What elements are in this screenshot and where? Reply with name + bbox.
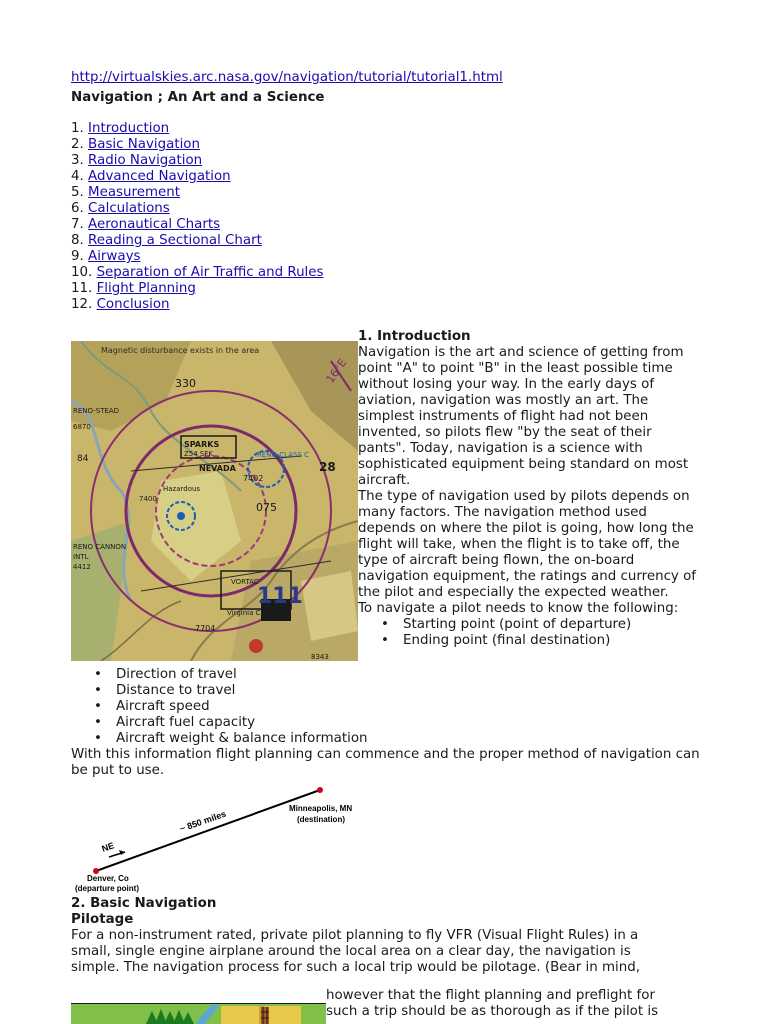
map-label-7400: 7400	[139, 495, 157, 503]
distance-label: ~ 850 miles	[178, 808, 228, 834]
map-label-6870: 6870	[73, 423, 91, 431]
toc-link-advanced-navigation[interactable]: Advanced Navigation	[88, 169, 231, 184]
map-label-nevada: NEVADA	[199, 464, 236, 473]
toc-item: 12. Conclusion	[71, 297, 170, 312]
map-label-28: 28	[319, 460, 336, 474]
toc-link-separation-air-traffic[interactable]: Separation of Air Traffic and Rules	[96, 265, 324, 280]
toc-item: 2. Basic Navigation	[71, 137, 200, 152]
map-label-7402: 7402	[243, 474, 264, 483]
introduction-heading: 1. Introduction	[358, 329, 471, 344]
map-label-16e: 16°E	[323, 356, 350, 386]
map-label-hazardous: Hazardous	[163, 485, 201, 493]
pilotage-illustration-graphic	[71, 1003, 326, 1024]
route-diagram-graphic	[71, 784, 361, 896]
toc-item: 4. Advanced Navigation	[71, 169, 231, 184]
map-label-virginia-city: Virginia City	[227, 609, 270, 617]
toc-item: 8. Reading a Sectional Chart	[71, 233, 262, 248]
origin-note: (departure point)	[75, 884, 139, 893]
introduction-section	[358, 329, 703, 649]
toc-link-flight-planning[interactable]: Flight Planning	[96, 281, 196, 296]
toc-link-radio-navigation[interactable]: Radio Navigation	[88, 153, 203, 168]
basic-navigation-cont-line-1: however that the flight planning and preflight for	[326, 988, 655, 1003]
map-label-vortac: VORTAC	[231, 578, 259, 586]
basic-navigation-heading: 2. Basic Navigation	[71, 896, 217, 911]
source-url-link[interactable]: http://virtualskies.arc.nasa.gov/navigation/tutorial/tutorial1.html	[71, 70, 503, 85]
map-label-075: 075	[256, 501, 277, 514]
map-label-7704: 7704	[195, 624, 216, 633]
introduction-paragraph-3: To navigate a pilot needs to know the following:	[358, 601, 679, 616]
toc-link-conclusion[interactable]: Conclusion	[96, 297, 170, 312]
direction-label: NE	[100, 840, 116, 854]
map-label-8343: 8343	[311, 653, 329, 661]
table-of-contents	[71, 121, 324, 313]
toc-item: 1. Introduction	[71, 121, 170, 136]
route-line	[96, 790, 320, 871]
destination-label: Minneapolis, MN	[289, 804, 353, 813]
toc-link-reading-sectional-chart[interactable]: Reading a Sectional Chart	[88, 233, 262, 248]
introduction-paragraph-1: Navigation is the art and science of getting from point "A" to point "B" in the least possible time without losing your way. In the early days of aviation, navigation was mostly an art. The simplest instruments of flight had not been invented, so pilots flew "by the seat of their pants". Today, navigation is a science with sophisticated equipment being standard on most aircraft.	[358, 345, 689, 488]
origin-label: Denver, Co	[87, 874, 129, 883]
basic-navigation-line-3: simple. The navigation process for such a local trip would be pilotage. (Bear in mind,	[71, 960, 640, 975]
destination-point	[317, 787, 323, 793]
map-label-reno-stead: RENO-STEAD	[73, 407, 120, 415]
map-label-intl: INTL	[73, 553, 89, 561]
flight-planning-sentence: With this information flight planning can commence and the proper method of navigation can be put to use.	[71, 747, 700, 778]
toc-link-basic-navigation[interactable]: Basic Navigation	[88, 137, 200, 152]
toc-item: 9. Airways	[71, 249, 141, 264]
toc-link-measurement[interactable]: Measurement	[88, 185, 180, 200]
source-url-line	[71, 70, 503, 86]
list-item: • Ending point (final destination)	[358, 633, 703, 649]
toc-item: 7. Aeronautical Charts	[71, 217, 221, 232]
introduction-paragraph-2: The type of navigation used by pilots depends on many factors. The navigation method used depends on where the pilot is going, how long the flight will take, when the flight is to take off, the type of aircraft being flown, the on-board navigation equipment, the ratings and currency of the pilot and especially the expected weather.	[358, 489, 697, 600]
basic-navigation-cont-line-2: such a trip should be as thorough as if the pilot is	[326, 1004, 659, 1019]
toc-item: 10. Separation of Air Traffic and Rules	[71, 265, 324, 280]
list-item: • Aircraft weight & balance information	[71, 731, 368, 747]
list-item: • Aircraft fuel capacity	[71, 715, 368, 731]
pilotage-subheading: Pilotage	[71, 912, 134, 927]
map-label-reno-class-c: RENO CLASS C	[257, 451, 309, 459]
toc-item: 5. Measurement	[71, 185, 180, 200]
map-label-4412: 4412	[73, 563, 91, 571]
map-label-magnetic: Magnetic disturbance exists in the area	[101, 346, 260, 355]
map-label-freq: Z54 SFK	[184, 450, 213, 458]
map-label-reno-cannon: RENO CANNON	[73, 543, 127, 551]
list-item: • Distance to travel	[71, 683, 368, 699]
map-label-84: 84	[77, 454, 89, 464]
destination-note: (destination)	[297, 815, 345, 824]
map-label-330: 330	[175, 377, 196, 390]
toc-link-calculations[interactable]: Calculations	[88, 201, 170, 216]
list-item: • Starting point (point of departure)	[358, 617, 703, 633]
basic-navigation-continued	[326, 988, 706, 1020]
required-info-list-a	[358, 617, 703, 649]
basic-navigation-line-2: small, single engine airplane around the local area on a clear day, the navigation is	[71, 944, 631, 959]
map-label-111: 111	[257, 584, 303, 609]
toc-link-aeronautical-charts[interactable]: Aeronautical Charts	[88, 217, 221, 232]
toc-link-airways[interactable]: Airways	[88, 249, 141, 264]
toc-item: 6. Calculations	[71, 201, 170, 216]
route-diagram	[71, 784, 361, 896]
required-info-list-b	[71, 667, 368, 747]
map-label-sparks: SPARKS	[184, 440, 220, 449]
sectional-chart-image	[71, 341, 358, 661]
page-title: Navigation ; An Art and a Science	[71, 90, 325, 105]
sectional-chart-graphic	[71, 341, 358, 661]
pilotage-illustration	[71, 1003, 326, 1024]
toc-item: 3. Radio Navigation	[71, 153, 203, 168]
list-item: • Direction of travel	[71, 667, 368, 683]
toc-link-introduction[interactable]: Introduction	[88, 121, 170, 136]
list-item: • Aircraft speed	[71, 699, 368, 715]
basic-navigation-section	[71, 896, 706, 976]
toc-item: 11. Flight Planning	[71, 281, 196, 296]
basic-navigation-line-1: For a non-instrument rated, private pilot planning to fly VFR (Visual Flight Rules) in a	[71, 928, 639, 943]
